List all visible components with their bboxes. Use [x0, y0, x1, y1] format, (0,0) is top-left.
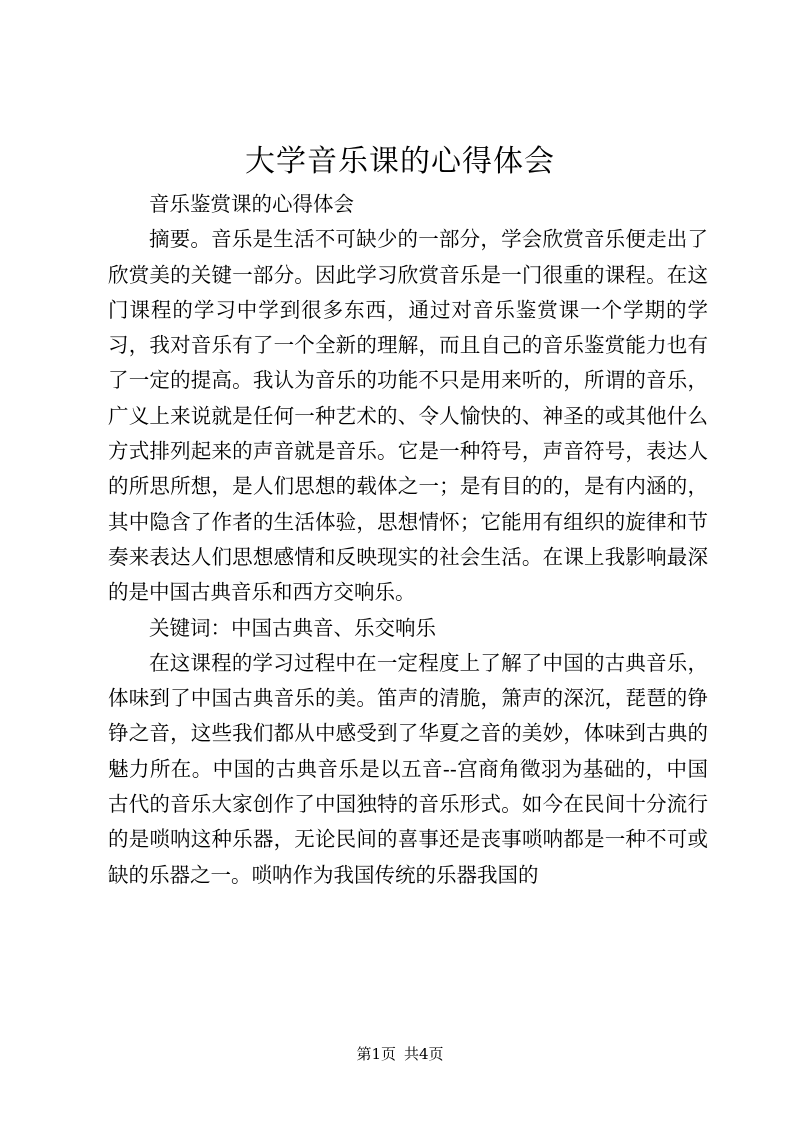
document-body	[108, 187, 708, 893]
page-total: 共4页	[404, 1045, 444, 1063]
page-number: 第1页	[356, 1045, 396, 1063]
body-paragraph: 在这课程的学习过程中在一定程度上了解了中国的古典音乐，体味到了中国古典音乐的美。笛声的清脆，箫声的深沉，琵琶的铮铮之音，这些我们都从中感受到了华夏之音的美妙，体味到古典的魅力所在。中国的古典音乐是以五音--宫商角徵羽为基础的，中国古代的音乐大家创作了中国独特的音乐形式。如今在民间十分流行的是唢呐这种乐器，无论民间的喜事还是丧事唢呐都是一种不可或缺的乐器之一。唢呐作为我国传统的乐器我国的	[108, 650, 708, 887]
abstract-paragraph: 摘要。音乐是生活不可缺少的一部分，学会欣赏音乐便走出了欣赏美的关键一部分。因此学习欣赏音乐是一门很重的课程。在这门课程的学习中学到很多东西，通过对音乐鉴赏课一个学期的学习，我对音乐有了一个全新的理解，而且自己的音乐鉴赏能力也有了一定的提高。我认为音乐的功能不只是用来听的，所谓的音乐，广义上来说就是任何一种艺术的、令人愉快的、神圣的或其他什么方式排列起来的声音就是音乐。它是一种符号，声音符号，表达人的所思所想，是人们思想的载体之一；是有目的的，是有内涵的，其中隐含了作者的生活体验，思想情怀；它能用有组织的旋律和节奏来表达人们思想感情和反映现实的社会生活。在课上我影响最深的是中国古典音乐和西方交响乐。	[108, 227, 708, 605]
page-footer	[0, 1044, 800, 1064]
page-title: 大学音乐课的心得体会	[245, 144, 555, 179]
subtitle-paragraph: 音乐鉴赏课的心得体会	[149, 192, 354, 216]
keywords-paragraph: 关键词：中国古典音、乐交响乐	[149, 615, 436, 640]
